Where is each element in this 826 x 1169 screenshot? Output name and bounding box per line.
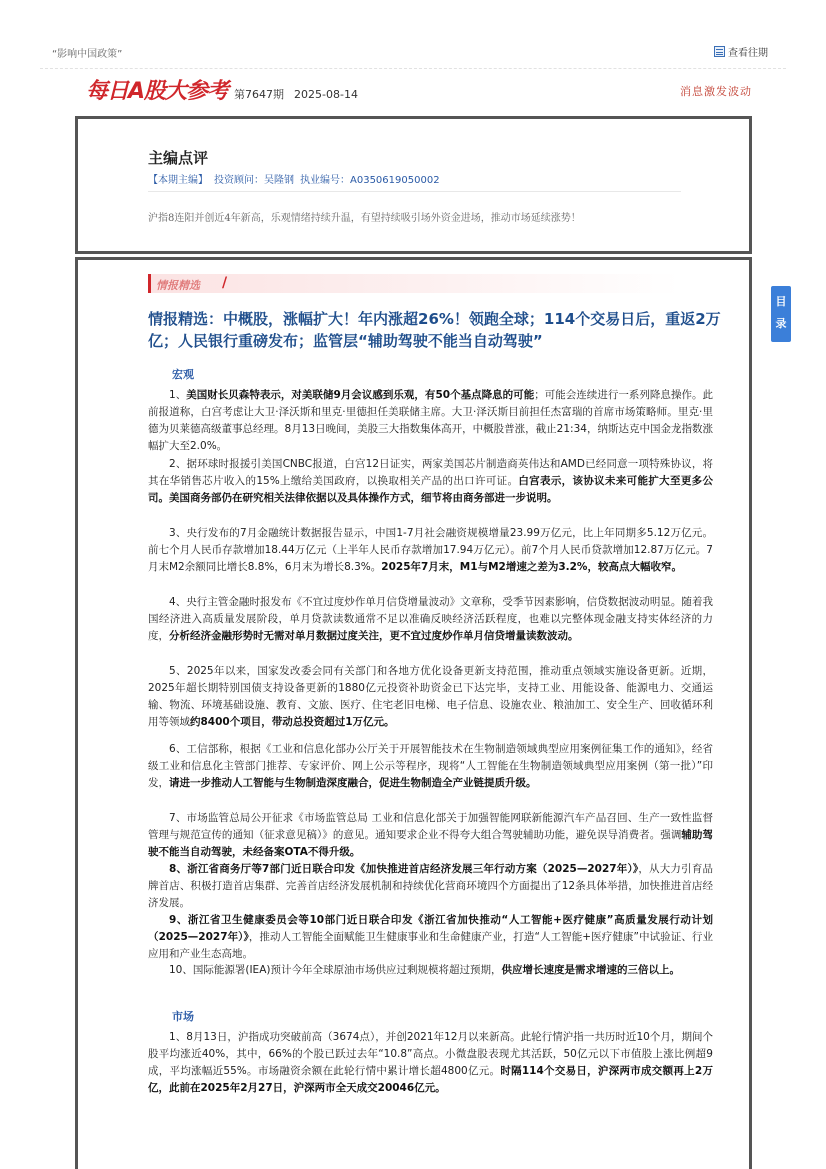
macro-item: [148, 962, 713, 979]
body-text: 1、8月13日，沪指成功突破前高（3674点），并创2021年12月以来新高。此轮行情沪指一共历时近10个月，期间个股平均涨近40%，其中，66%的个股已跃过去年“10.8”高点。小微盘股表现尤其活跃，50亿元以下市值股上涨比例超9成，平均涨幅近55%。市场融资余额在此轮行情中累计增长超4800亿元。: [148, 1031, 713, 1077]
macro-item: [148, 912, 713, 963]
macro-item: [148, 861, 713, 912]
history-link[interactable]: [714, 44, 768, 59]
section-title-macro: 宏观: [172, 368, 194, 381]
macro-item: [148, 525, 713, 576]
body-text: 4、央行主管金融时报发布《不宜过度炒作单月信贷增量波动》文章称，受季节因素影响，信贷数据波动明显。随着我国经济进入高质量发展阶段，单月贷款读数通常不足以准确反映经济活跃程度，也难以完整体现金融支持实体经济的力度，: [148, 596, 713, 642]
emphasis-text: 白宫表示，该协议未来可能扩大至更多公司。美国商务部仍在研究相关法律依据以及具体操作方式，细节将由商务部进一步说明。: [148, 475, 714, 504]
body-text: 10、国际能源署(IEA)预计今年全球原油市场供应过剩规模将超过预期，: [169, 964, 502, 976]
emphasis-text: 分析经济金融形势时无需对单月数据过度关注，更不宜过度炒作单月信贷增量读数波动。: [169, 630, 579, 642]
intel-banner: [148, 274, 679, 293]
macro-item: [148, 594, 713, 645]
emphasis-text: 9、浙江省卫生健康委员会等10部门近日联合印发《浙江省加快推动“人工智能+医疗健康”高质量发展行动计划（2025—2027年）》: [148, 914, 713, 943]
macro-item: [148, 456, 713, 507]
body-text: ，推动人工智能全面赋能卫生健康事业和生命健康产业，打造“人工智能+医疗健康”中试验证、行业应用和产业生态高地。: [148, 931, 713, 960]
issue-date: 2025-08-14: [294, 88, 358, 101]
body-text: 2、据环球时报援引美国CNBC报道，白宫12日证实，两家美国芯片制造商英伟达和AMD已经同意一项特殊协议，将其在华销售芯片收入的15%上缴给美国政府，以换取相关产品的出口许可证。: [148, 458, 713, 487]
body-text: 7、市场监管总局公开征求《市场监管总局 工业和信息化部关于加强智能网联新能源汽车产品召回、生产一致性监督管理与规范宣传的通知（征求意见稿）》的意见。通知要求企业不得夸大组合驾驶辅助功能，避免误导消费者。强调: [148, 812, 713, 841]
editorial-advisor: 投资顾问：吴隆钢: [214, 175, 294, 186]
banner-accent: [148, 274, 151, 293]
editorial-role: 【本期主编】: [148, 175, 208, 186]
body-text: ；可能会连续进行一系列降息操作。此前报道称，白宫考虑让大卫·泽沃斯和里克·里德担任美联储主席。大卫·泽沃斯目前担任杰富瑞的首席市场策略师。里克·里德为贝莱德高级董事总经理。8月13日晚间，美股三大指数集体高开，中概股普涨，截止21:34，纳斯达克中国金龙指数涨幅扩大至2.0%。: [148, 389, 713, 452]
brand-logo: 每日A股大参考: [86, 79, 229, 104]
intel-banner-label: 情报精选: [156, 279, 200, 292]
macro-item: [148, 663, 713, 731]
body-text: ，从大力引育品牌首店、积极打造首店集群、完善首店经济发展机制和持续优化营商环境四个方面提出了12条具体举措，加快推进首店经济发展。: [148, 863, 714, 909]
emphasis-text: 时隔114个交易日，沪深两市成交额再上2万亿，此前在2025年2月27日，沪深两市全天成交20046亿元。: [148, 1065, 713, 1094]
toc-side-tab[interactable]: 目录: [771, 286, 791, 342]
top-tagline: “影响中国政策”: [52, 49, 123, 60]
editorial-panel: [75, 116, 752, 254]
editorial-body: 沪指8连阳并创近4年新高，乐观情绪持续升温，有望持续吸引场外资金进场，推动市场延续涨势！: [148, 213, 581, 224]
macro-item: [148, 387, 713, 455]
emphasis-text: 2025年7月末，M1与M2增速之差为3.2%，较高点大幅收窄。: [381, 561, 682, 573]
calendar-icon: [714, 46, 725, 57]
banner-slash-icon: /: [222, 275, 228, 291]
section-title-market: 市场: [172, 1010, 194, 1023]
macro-item: [148, 810, 713, 861]
macro-item: [148, 741, 713, 792]
emphasis-text: 约8400个项目，带动总投资超过1万亿元。: [190, 716, 395, 728]
history-link-label: 查看往期: [728, 48, 768, 59]
body-text: 1、: [169, 389, 187, 401]
emphasis-text: 8、浙江省商务厅等7部门近日联合印发《加快推进首店经济发展三年行动方案（2025—2027年）》: [169, 863, 639, 875]
intel-panel: [75, 257, 752, 1169]
body-text: 6、工信部称，根据《工业和信息化部办公厅关于开展智能技术在生物制造领域典型应用案例征集工作的通知》，经省级工业和信息化主管部门推荐、专家评价、网上公示等程序，现将“人工智能在生物制造领域典型应用案例（第一批）”印发，: [148, 743, 713, 789]
intel-headline: 情报精选：中概股，涨幅扩大！年内涨超26%！领跑全球；114个交易日后，重返2万亿；人民银行重磅发布；监管层“辅助驾驶不能当自动驾驶”: [148, 310, 721, 350]
emphasis-text: 请进一步推动人工智能与生物制造深度融合，促进生物制造全产业链提质升级。: [169, 777, 537, 789]
editorial-divider: [148, 191, 681, 192]
emphasis-text: 供应增长速度是需求增速的三倍以上。: [501, 964, 680, 976]
emphasis-text: 美国财长贝森特表示，对美联储9月会议感到乐观，有50个基点降息的可能: [186, 389, 535, 401]
market-item: [148, 1029, 713, 1097]
body-text: 5、2025年以来，国家发改委会同有关部门和各地方优化设备更新支持范围，推动重点领域实施设备更新。近期，2025年超长期特别国债支持设备更新的1880亿元投资补助资金已下达完毕，支持工业、用能设备、能源电力、交通运输、物流、环境基础设施、教育、文旅、医疗、住宅老旧电梯、电子信息、设施农业、粮油加工、安全生产、回收循环利用等领域: [148, 665, 713, 728]
brand-slogan: 消息激发波动: [680, 85, 752, 98]
header-divider: [40, 68, 786, 69]
editorial-license: 执业编号：A0350619050002: [300, 175, 440, 186]
body-text: 3、央行发布的7月金融统计数据报告显示，中国1-7月社会融资规模增量23.99万亿元，比上年同期多5.12万亿元。前七个月人民币存款增加18.44万亿元（上半年人民币存款增加17.94万亿元）。前7个月人民币贷款增加12.87万亿元。7月末M2余额同比增长8.8%，6月末为增长8.3%。: [148, 527, 713, 573]
editorial-title: 主编点评: [148, 149, 209, 167]
brand-header: [86, 74, 358, 105]
emphasis-text: 辅助驾驶不能当自动驾驶，未经备案OTA不得升级。: [148, 829, 713, 858]
issue-number: 第7647期: [234, 88, 285, 101]
editorial-meta: [148, 171, 440, 186]
